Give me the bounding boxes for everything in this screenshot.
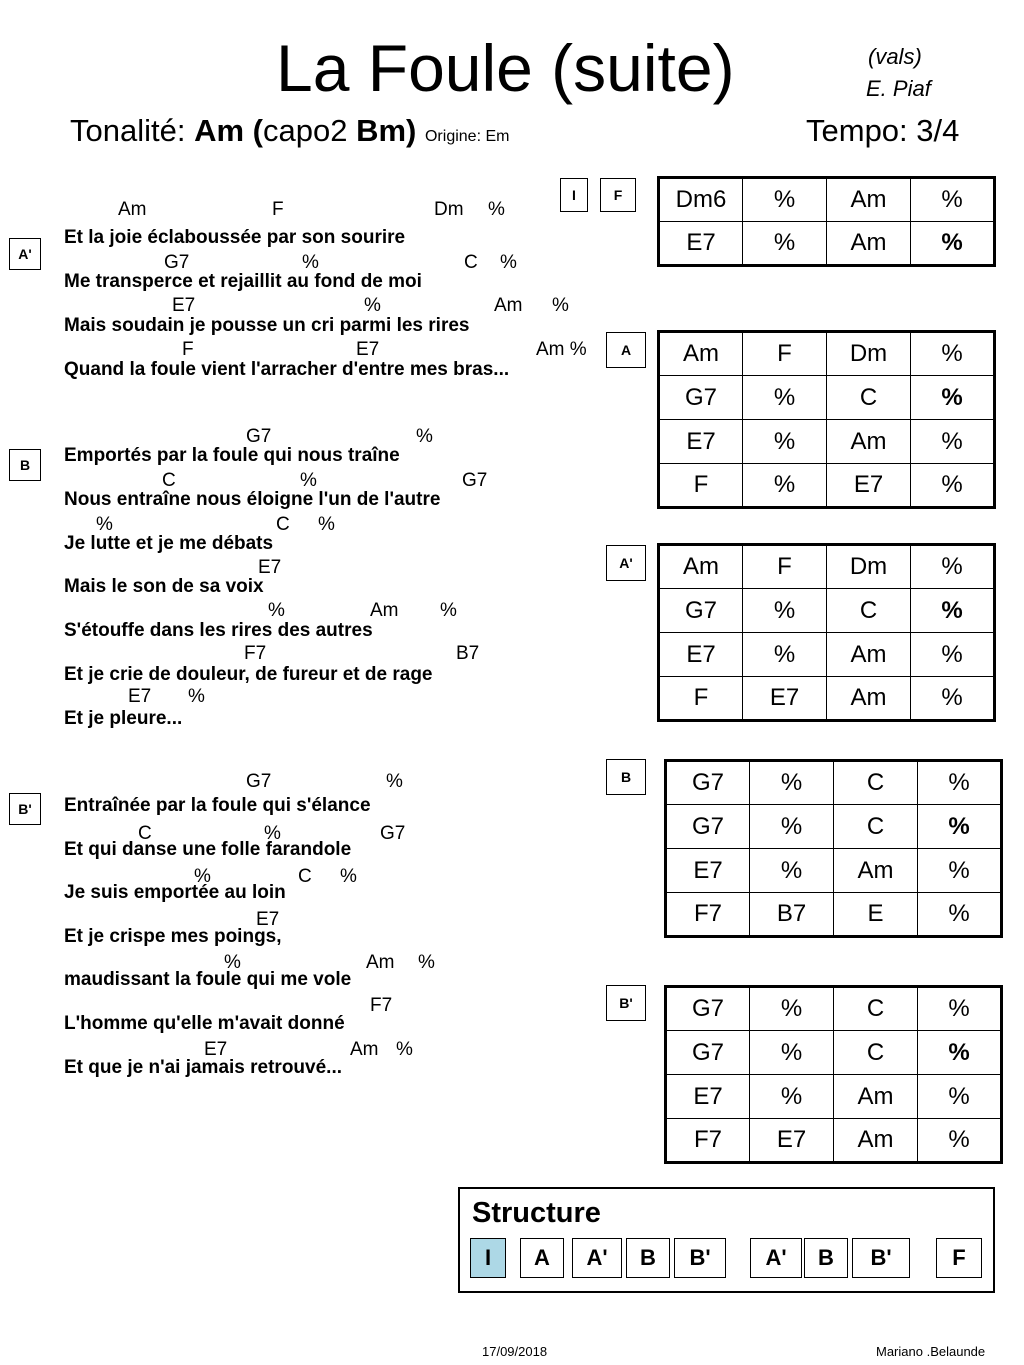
chord-grid-final (657, 176, 996, 267)
section-label-b: B (9, 449, 41, 481)
chord: % (188, 686, 205, 707)
structure-item-intro: I (470, 1238, 506, 1278)
grid-cell: C (827, 376, 911, 420)
grid-cell: C (834, 987, 918, 1031)
grid-cell: % (911, 677, 995, 721)
grid-cell: C (834, 1031, 918, 1075)
capo-key: Bm) (356, 113, 417, 148)
tonality-key: Am ( (194, 113, 263, 148)
chord: E7 (258, 557, 282, 578)
lyric-line: S'étouffe dans les rires des autres (64, 620, 373, 641)
grid-cell: E7 (659, 222, 743, 266)
footer-date: 17/09/2018 (482, 1344, 548, 1359)
lyric-line: Me transperce et rejaillit au fond de moi (64, 271, 422, 292)
grid-cell: C (834, 761, 918, 805)
grid-cell: % (911, 178, 995, 222)
structure-title: Structure (472, 1197, 601, 1229)
grid-cell: F (659, 464, 743, 508)
grid-cell: G7 (666, 805, 750, 849)
lyric-line: Et je pleure... (64, 708, 183, 729)
grid-cell: Am (827, 178, 911, 222)
grid-row (659, 420, 995, 464)
grid-row (666, 893, 1002, 937)
grid-row (659, 222, 995, 266)
structure-item-b: B (626, 1238, 670, 1278)
grid-cell: G7 (666, 1031, 750, 1075)
grid-cell: % (918, 987, 1002, 1031)
lyric-line: Quand la foule vient l'arracher d'entre mes bras... (64, 359, 510, 380)
capo-label: capo2 (262, 113, 348, 148)
grid-cell: E7 (666, 849, 750, 893)
chord: % (268, 600, 285, 621)
chord: C (138, 823, 152, 844)
grid-cell: % (918, 849, 1002, 893)
section-label-b-prime: B' (9, 793, 41, 825)
grid-cell: Am (834, 1075, 918, 1119)
grid-cell: Am (827, 420, 911, 464)
chord: % (194, 866, 211, 887)
grid-row (666, 1119, 1002, 1163)
tonality-label: Tonalité: (70, 113, 186, 148)
lyric-line: maudissant la foule qui me vole (64, 969, 352, 990)
chord: G7 (380, 823, 406, 844)
grid-cell: % (750, 761, 834, 805)
grid-row (666, 1031, 1002, 1075)
grid-cell: Am (834, 849, 918, 893)
grid-cell: E7 (666, 1075, 750, 1119)
lyric-line: Mais le son de sa voix (64, 576, 264, 597)
grid-cell: F7 (666, 1119, 750, 1163)
chord: % (396, 1039, 413, 1060)
lyric-line: Et je crie de douleur, de fureur et de rage (64, 664, 433, 685)
grid-row (666, 805, 1002, 849)
structure-item-a: A (520, 1238, 564, 1278)
lyric-line: Emportés par la foule qui nous traîne (64, 445, 400, 466)
grid-cell: % (743, 420, 827, 464)
lyric-line: Et que je n'ai jamais retrouvé... (64, 1057, 343, 1078)
chord-grid-b-prime (664, 985, 1003, 1164)
chord: G7 (164, 252, 190, 273)
grid-cell: % (911, 332, 995, 376)
chord: E7 (204, 1039, 228, 1060)
grid-cell: Am (659, 332, 743, 376)
chord: % (416, 426, 433, 447)
chord: E7 (356, 339, 380, 360)
chord: E7 (172, 295, 196, 316)
grid-cell: % (911, 464, 995, 508)
chord: Am (366, 952, 395, 973)
grid-cell: % (918, 893, 1002, 937)
grid-cell: % (743, 178, 827, 222)
lyric-line: Et la joie éclaboussée par son sourire (64, 227, 406, 248)
chord-grid-a-prime (657, 543, 996, 722)
tonality (70, 112, 509, 156)
composer: E. Piaf (866, 76, 931, 101)
chord: % (364, 295, 381, 316)
chord: Am % (536, 339, 587, 360)
footer-author: Mariano .Belaunde (876, 1344, 986, 1359)
grid-cell: E7 (659, 633, 743, 677)
chord: E7 (128, 686, 152, 707)
chord: % (96, 514, 113, 535)
grid-row (659, 633, 995, 677)
grid-cell: E7 (827, 464, 911, 508)
grid-cell: % (743, 633, 827, 677)
lyric-line: Je lutte et je me débats (64, 533, 274, 554)
structure-item-b-prime: B' (674, 1238, 726, 1278)
grid-cell: % (911, 222, 995, 266)
chord: % (386, 771, 403, 792)
lyric-line: Et qui danse une folle farandole (64, 839, 352, 860)
grid-label-b: B (606, 759, 646, 795)
lyric-line: Et je crispe mes poings, (64, 926, 282, 947)
grid-row (659, 332, 995, 376)
chord: G7 (246, 426, 272, 447)
grid-row (666, 849, 1002, 893)
chord: Am (118, 199, 147, 220)
chord: F (272, 199, 284, 220)
grid-cell: % (918, 805, 1002, 849)
lyric-line: Nous entraîne nous éloigne l'un de l'autre (64, 489, 441, 510)
grid-cell: % (743, 222, 827, 266)
grid-cell: % (918, 761, 1002, 805)
grid-cell: G7 (659, 589, 743, 633)
chord-grid-b (664, 759, 1003, 938)
grid-cell: % (743, 464, 827, 508)
grid-row (659, 589, 995, 633)
grid-cell: Am (659, 545, 743, 589)
grid-cell: F7 (666, 893, 750, 937)
grid-cell: % (750, 1075, 834, 1119)
chord: C (464, 252, 478, 273)
grid-row (659, 545, 995, 589)
tempo: Tempo: 3/4 (806, 113, 960, 148)
chord: F (182, 339, 194, 360)
grid-cell: % (750, 805, 834, 849)
grid-cell: G7 (666, 987, 750, 1031)
lyric-line: Mais soudain je pousse un cri parmi les rires (64, 315, 470, 336)
grid-row (659, 376, 995, 420)
chord: C (276, 514, 290, 535)
chord: % (440, 600, 457, 621)
grid-cell: Am (827, 222, 911, 266)
grid-cell: % (743, 376, 827, 420)
grid-row (666, 1075, 1002, 1119)
lyric-line: L'homme qu'elle m'avait donné (64, 1013, 345, 1034)
grid-cell: E (834, 893, 918, 937)
grid-cell: C (834, 805, 918, 849)
chord: E7 (256, 909, 280, 930)
structure-item-a-prime: A' (572, 1238, 622, 1278)
grid-cell: G7 (666, 761, 750, 805)
grid-cell: % (750, 987, 834, 1031)
chord: Am (494, 295, 523, 316)
grid-row (666, 987, 1002, 1031)
style-label: (vals) (868, 44, 922, 69)
grid-cell: Am (834, 1119, 918, 1163)
grid-cell: E7 (743, 677, 827, 721)
grid-cell: % (918, 1075, 1002, 1119)
grid-row (659, 464, 995, 508)
chord: % (300, 470, 317, 491)
grid-cell: G7 (659, 376, 743, 420)
chord: % (318, 514, 335, 535)
grid-cell: Dm (827, 545, 911, 589)
chord-grid-a (657, 330, 996, 509)
grid-label-intro: I (560, 178, 588, 212)
chord: C (298, 866, 312, 887)
chord: G7 (246, 771, 272, 792)
structure-item-b: B (804, 1238, 848, 1278)
chord: % (500, 252, 517, 273)
chord: Dm (434, 199, 464, 220)
grid-cell: F (743, 332, 827, 376)
grid-cell: B7 (750, 893, 834, 937)
section-label-a-prime: A' (9, 238, 41, 270)
grid-cell: % (911, 376, 995, 420)
grid-cell: Dm6 (659, 178, 743, 222)
chord: F7 (370, 995, 393, 1016)
grid-cell: % (918, 1119, 1002, 1163)
grid-cell: F (659, 677, 743, 721)
chord: % (224, 952, 241, 973)
grid-label-b-prime: B' (606, 985, 646, 1021)
grid-label-a: A (606, 332, 646, 368)
chord: % (264, 823, 281, 844)
grid-cell: Am (827, 633, 911, 677)
chord: Am (350, 1039, 379, 1060)
grid-cell: % (750, 1031, 834, 1075)
origin-key: Origine: Em (424, 128, 510, 145)
grid-label-final: F (600, 178, 636, 212)
grid-cell: Am (827, 677, 911, 721)
chord: B7 (456, 643, 480, 664)
chord: C (162, 470, 176, 491)
grid-cell: % (750, 849, 834, 893)
chord: % (418, 952, 435, 973)
structure-item-b-prime: B' (852, 1238, 910, 1278)
grid-cell: % (911, 545, 995, 589)
chord: % (488, 199, 505, 220)
chord: F7 (244, 643, 267, 664)
grid-row (659, 677, 995, 721)
page-title: La Foule (suite) (276, 31, 735, 105)
chord: % (552, 295, 569, 316)
grid-cell: Dm (827, 332, 911, 376)
grid-cell: % (911, 633, 995, 677)
chord: % (302, 252, 319, 273)
grid-cell: % (743, 589, 827, 633)
lyric-line: Je suis emportée au loin (64, 882, 286, 903)
grid-cell: % (918, 1031, 1002, 1075)
chord: % (340, 866, 357, 887)
grid-cell: % (911, 420, 995, 464)
grid-cell: C (827, 589, 911, 633)
grid-row (666, 761, 1002, 805)
grid-cell: % (911, 589, 995, 633)
structure-item-a-prime: A' (750, 1238, 802, 1278)
chord: G7 (462, 470, 488, 491)
lyric-line: Entraînée par la foule qui s'élance (64, 795, 371, 816)
grid-cell: F (743, 545, 827, 589)
grid-cell: E7 (750, 1119, 834, 1163)
grid-label-a-prime: A' (606, 545, 646, 581)
grid-cell: E7 (659, 420, 743, 464)
grid-row (659, 178, 995, 222)
chord: Am (370, 600, 399, 621)
structure-item-final: F (936, 1238, 982, 1278)
